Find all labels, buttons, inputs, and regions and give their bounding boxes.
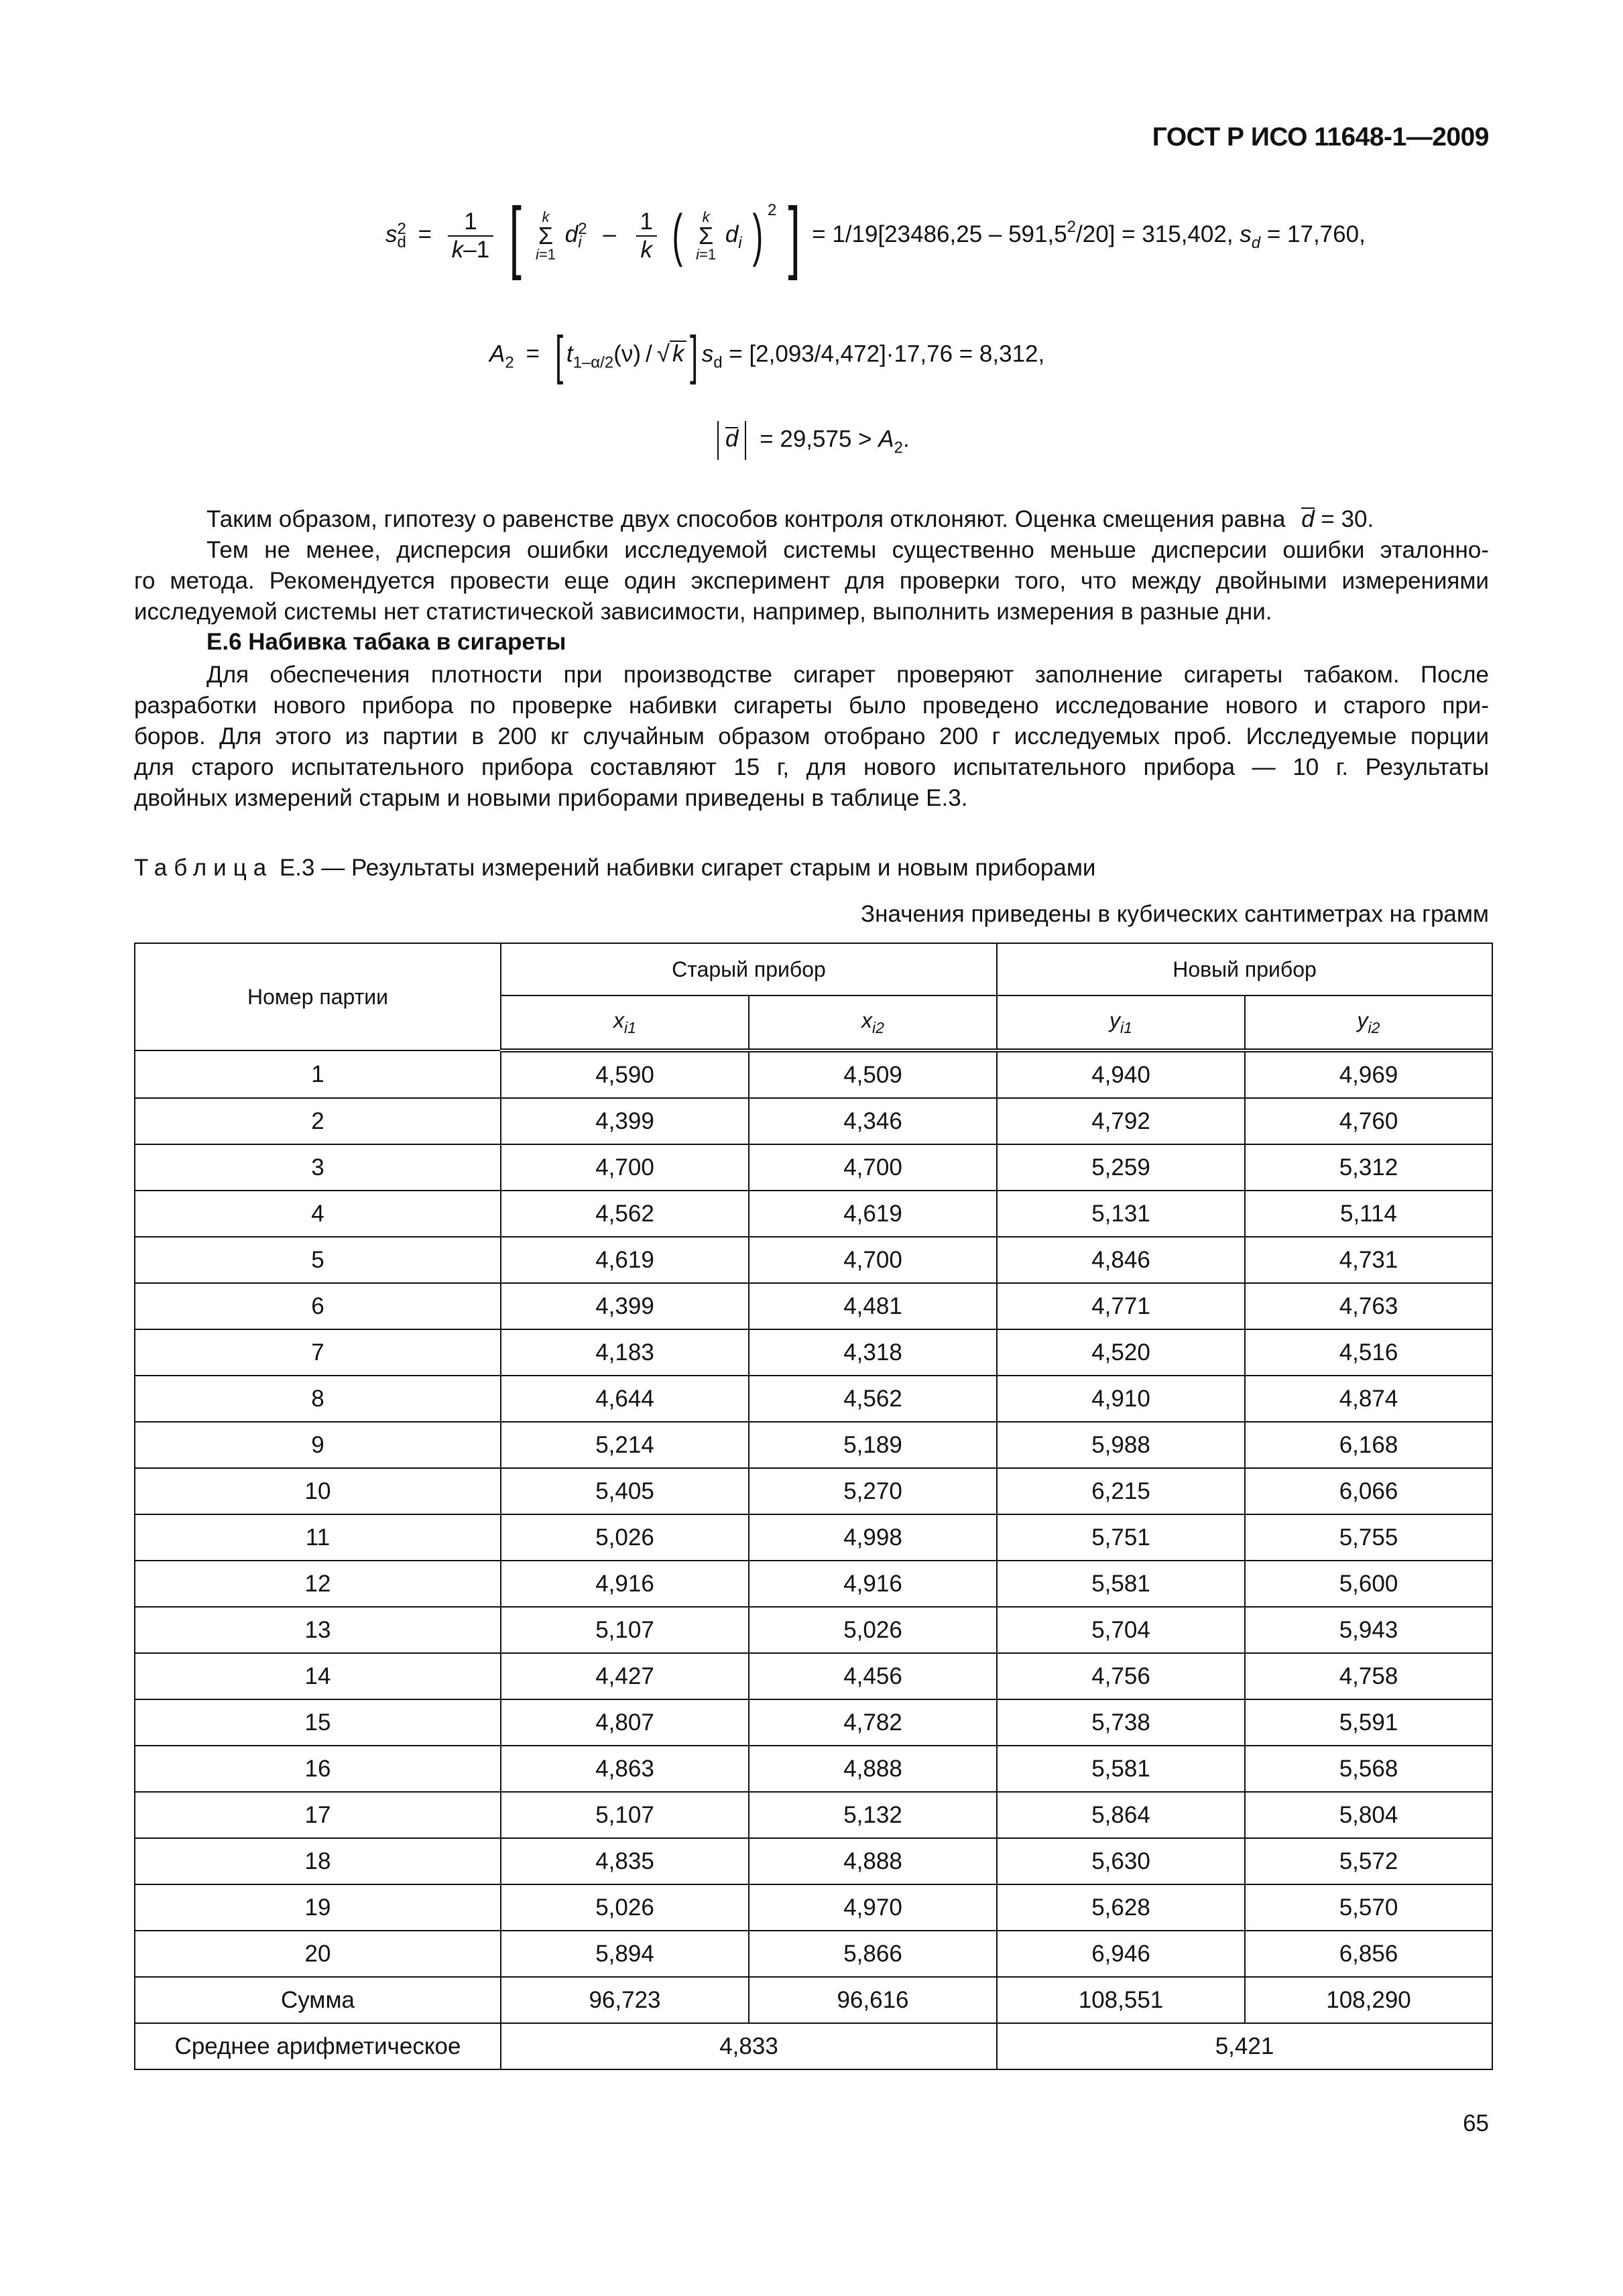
- value-cell: 6,856: [1245, 1931, 1492, 1977]
- batch-number-cell: 17: [135, 1792, 501, 1838]
- table-row: [135, 1607, 1492, 1653]
- formula-a2-result: = [2,093/4,472]·17,76 = 8,312,: [722, 341, 1045, 367]
- value-cell: 4,756: [997, 1653, 1245, 1699]
- header-old-device: Старый прибор: [501, 943, 997, 995]
- batch-number-cell: 8: [135, 1376, 501, 1422]
- table-row: [135, 1376, 1492, 1422]
- table-units-note: Значения приведены в кубических сантиметрах на грамм: [861, 901, 1489, 927]
- header-x-i2: $x_{i2}$: [749, 995, 997, 1050]
- value-cell: 5,107: [501, 1792, 749, 1838]
- value-cell: 5,581: [997, 1746, 1245, 1792]
- sum-cell: 96,723: [501, 1977, 749, 2023]
- batch-number-cell: 20: [135, 1931, 501, 1977]
- table-row: [135, 1422, 1492, 1468]
- paragraph-tobacco: [134, 660, 1489, 814]
- mean-old: 4,833: [501, 2023, 997, 2069]
- formula-variance-result: = 1/19[23486,25 – 591,5: [812, 221, 1067, 247]
- value-cell: 4,888: [749, 1838, 997, 1884]
- value-cell: 5,943: [1245, 1607, 1492, 1653]
- value-cell: 4,910: [997, 1376, 1245, 1422]
- table-row: [135, 1653, 1492, 1699]
- batch-number-cell: 9: [135, 1422, 501, 1468]
- value-cell: 4,731: [1245, 1237, 1492, 1283]
- value-cell: 4,807: [501, 1699, 749, 1746]
- batch-number-cell: 14: [135, 1653, 501, 1699]
- value-cell: 4,760: [1245, 1098, 1492, 1144]
- value-cell: 5,600: [1245, 1561, 1492, 1607]
- formula-d-compare: $d = 29,575 > A_2$.: [711, 421, 910, 460]
- value-cell: 4,456: [749, 1653, 997, 1699]
- value-cell: 5,804: [1245, 1792, 1492, 1838]
- batch-number-cell: 12: [135, 1561, 501, 1607]
- value-cell: 4,835: [501, 1838, 749, 1884]
- header-y-i1: $y_{i1}$: [997, 995, 1245, 1050]
- formula-d-compare-tail: .: [903, 426, 910, 452]
- paragraph-line: разработки нового прибора по проверке набивки сигареты было проведено исследование нового и старого при-: [134, 692, 1489, 719]
- header-x-i1: $x_{i1}$: [501, 995, 749, 1050]
- value-cell: 5,570: [1245, 1884, 1492, 1931]
- header-new-device: Новый прибор: [997, 943, 1492, 995]
- value-cell: 4,520: [997, 1329, 1245, 1376]
- batch-number-cell: 15: [135, 1699, 501, 1746]
- value-cell: 4,427: [501, 1653, 749, 1699]
- value-cell: 5,026: [501, 1514, 749, 1561]
- batch-number-cell: 10: [135, 1468, 501, 1514]
- table-row: [135, 1838, 1492, 1884]
- table-row: [135, 1050, 1492, 1098]
- value-cell: 5,131: [997, 1191, 1245, 1237]
- value-cell: 5,591: [1245, 1699, 1492, 1746]
- batch-number-cell: 18: [135, 1838, 501, 1884]
- value-cell: 4,399: [501, 1283, 749, 1329]
- formula-variance-tail: /20] = 315,402,: [1076, 221, 1240, 247]
- value-cell: 4,346: [749, 1098, 997, 1144]
- value-cell: 5,704: [997, 1607, 1245, 1653]
- value-cell: 5,107: [501, 1607, 749, 1653]
- value-cell: 5,568: [1245, 1746, 1492, 1792]
- table-row: [135, 1699, 1492, 1746]
- formula-sd-value: = 17,760,: [1260, 221, 1366, 247]
- value-cell: 4,700: [749, 1237, 997, 1283]
- batch-number-cell: 4: [135, 1191, 501, 1237]
- value-cell: 4,771: [997, 1283, 1245, 1329]
- batch-number-cell: 13: [135, 1607, 501, 1653]
- value-cell: 5,628: [997, 1884, 1245, 1931]
- batch-number-cell: 1: [135, 1050, 501, 1098]
- measurements-table: [134, 943, 1493, 2070]
- value-cell: 4,846: [997, 1237, 1245, 1283]
- value-cell: 6,066: [1245, 1468, 1492, 1514]
- value-cell: 5,572: [1245, 1838, 1492, 1884]
- value-cell: 4,481: [749, 1283, 997, 1329]
- header-y-i2: $y_{i2}$: [1245, 995, 1492, 1050]
- value-cell: 4,700: [749, 1144, 997, 1191]
- table-row: [135, 1329, 1492, 1376]
- value-cell: 5,864: [997, 1792, 1245, 1838]
- mean-new: 5,421: [997, 2023, 1492, 2069]
- value-cell: 5,755: [1245, 1514, 1492, 1561]
- sum-cell: 108,290: [1245, 1977, 1492, 2023]
- value-cell: 4,969: [1245, 1050, 1492, 1098]
- table-row-mean: [135, 2023, 1492, 2069]
- value-cell: 5,132: [749, 1792, 997, 1838]
- table-row: [135, 1792, 1492, 1838]
- value-cell: 4,916: [501, 1561, 749, 1607]
- paragraph-line: исследуемой системы нет статистической зависимости, например, выполнить измерения в разные дни.: [134, 599, 1272, 625]
- value-cell: 4,758: [1245, 1653, 1492, 1699]
- table-caption: [134, 855, 1095, 882]
- header-batch: Номер партии: [135, 943, 501, 1050]
- paragraph-conclusion-text: Таким образом, гипотезу о равенстве двух способов контроля отклоняют. Оценка смещения равна: [206, 506, 1286, 532]
- value-cell: 5,751: [997, 1514, 1245, 1561]
- batch-number-cell: 2: [135, 1098, 501, 1144]
- value-cell: 4,590: [501, 1050, 749, 1098]
- value-cell: 4,792: [997, 1098, 1245, 1144]
- page-number: 65: [1463, 2110, 1489, 2136]
- value-cell: 5,630: [997, 1838, 1245, 1884]
- table-row: [135, 1468, 1492, 1514]
- value-cell: 4,874: [1245, 1376, 1492, 1422]
- value-cell: 4,644: [501, 1376, 749, 1422]
- value-cell: 5,866: [749, 1931, 997, 1977]
- paragraph-conclusion: Таким образом, гипотезу о равенстве двух способов контроля отклоняют. Оценка смещения равна d = 30.: [206, 506, 1374, 532]
- value-cell: 4,782: [749, 1699, 997, 1746]
- sum-cell: 108,551: [997, 1977, 1245, 2023]
- table-row: [135, 1561, 1492, 1607]
- batch-number-cell: 3: [135, 1144, 501, 1191]
- value-cell: 5,214: [501, 1422, 749, 1468]
- table-caption-prefix: Таблица: [134, 855, 274, 881]
- value-cell: 6,215: [997, 1468, 1245, 1514]
- value-cell: 4,562: [749, 1376, 997, 1422]
- table-row: [135, 1098, 1492, 1144]
- batch-number-cell: 7: [135, 1329, 501, 1376]
- value-cell: 6,168: [1245, 1422, 1492, 1468]
- value-cell: 4,619: [749, 1191, 997, 1237]
- table-caption-text: Е.3 — Результаты измерений набивки сигарет старым и новым приборами: [273, 855, 1096, 881]
- value-cell: 5,894: [501, 1931, 749, 1977]
- value-cell: 4,888: [749, 1746, 997, 1792]
- paragraph-variance-note: [134, 535, 1489, 627]
- table-row-sum: [135, 1977, 1492, 2023]
- table-row: [135, 1884, 1492, 1931]
- value-cell: 4,970: [749, 1884, 997, 1931]
- value-cell: 4,509: [749, 1050, 997, 1098]
- table-row: [135, 1237, 1492, 1283]
- section-title: Е.6 Набивка табака в сигареты: [206, 629, 566, 655]
- value-cell: 5,189: [749, 1422, 997, 1468]
- value-cell: 4,562: [501, 1191, 749, 1237]
- batch-number-cell: 16: [135, 1746, 501, 1792]
- value-cell: 4,399: [501, 1098, 749, 1144]
- value-cell: 5,270: [749, 1468, 997, 1514]
- batch-number-cell: 11: [135, 1514, 501, 1561]
- value-cell: 5,405: [501, 1468, 749, 1514]
- table-row: [135, 1191, 1492, 1237]
- formula-variance: s 2 d = $\frac{1}{k-1}$ [ k Σ i=1 d 2 i – $\frac{1}{k}$ ( k Σ i=1 $d_i$ ) $^2$ ] = $1/19[23486,25 - 591,5^2/20] = 315,402$, $s_d = 17,760$,: [385, 190, 1366, 281]
- formula-a2: $A_2$ = [ $t_{1-\alpha/2}(\nu)$ / √ k ] $s_d = [2,093/4,472]\cdot 17,76 = 8,312$,: [489, 325, 1045, 385]
- value-cell: 5,026: [749, 1607, 997, 1653]
- value-cell: 5,026: [501, 1884, 749, 1931]
- value-cell: 4,700: [501, 1144, 749, 1191]
- table-row: [135, 1144, 1492, 1191]
- table-row: [135, 1931, 1492, 1977]
- paragraph-line: го метода. Рекомендуется провести еще один эксперимент для проверки того, что между двойными измерениями: [134, 568, 1489, 594]
- value-cell: 5,259: [997, 1144, 1245, 1191]
- paragraph-line: для старого испытательного прибора составляют 15 г, для нового испытательного прибора — 10 г. Результаты: [134, 754, 1489, 780]
- table-row: [135, 1283, 1492, 1329]
- value-cell: 6,946: [997, 1931, 1245, 1977]
- value-cell: 4,863: [501, 1746, 749, 1792]
- value-cell: 4,516: [1245, 1329, 1492, 1376]
- formula-variance-square: 2: [1067, 218, 1077, 236]
- value-cell: 4,916: [749, 1561, 997, 1607]
- paragraph-line: Для обеспечения плотности при производстве сигарет проверяют заполнение сигареты табаком. После: [206, 662, 1489, 688]
- sum-cell: 96,616: [749, 1977, 997, 2023]
- table-row: [135, 1514, 1492, 1561]
- value-cell: 5,312: [1245, 1144, 1492, 1191]
- mean-label: Среднее арифметическое: [135, 2023, 501, 2069]
- document-code-header: ГОСТ Р ИСО 11648-1—2009: [1152, 123, 1489, 152]
- paragraph-line: двойных измерений старым и новыми приборами приведены в таблице Е.3.: [134, 785, 968, 811]
- paragraph-line: боров. Для этого из партии в 200 кг случайным образом отобрано 200 г исследуемых проб. Исследуемые порции: [134, 723, 1489, 749]
- sum-label: Сумма: [135, 1977, 501, 2023]
- value-cell: 5,581: [997, 1561, 1245, 1607]
- value-cell: 4,763: [1245, 1283, 1492, 1329]
- value-cell: 5,988: [997, 1422, 1245, 1468]
- value-cell: 4,940: [997, 1050, 1245, 1098]
- batch-number-cell: 6: [135, 1283, 501, 1329]
- value-cell: 5,114: [1245, 1191, 1492, 1237]
- paragraph-conclusion-tail: = 30.: [1314, 506, 1374, 532]
- batch-number-cell: 5: [135, 1237, 501, 1283]
- value-cell: 4,998: [749, 1514, 997, 1561]
- value-cell: 5,738: [997, 1699, 1245, 1746]
- value-cell: 4,318: [749, 1329, 997, 1376]
- batch-number-cell: 19: [135, 1884, 501, 1931]
- value-cell: 4,619: [501, 1237, 749, 1283]
- formula-d-compare-result: = 29,575 >: [753, 426, 879, 452]
- paragraph-line: Тем не менее, дисперсия ошибки исследуемой системы существенно меньше дисперсии ошибки эталонно-: [206, 537, 1489, 563]
- value-cell: 4,183: [501, 1329, 749, 1376]
- table-row: [135, 1746, 1492, 1792]
